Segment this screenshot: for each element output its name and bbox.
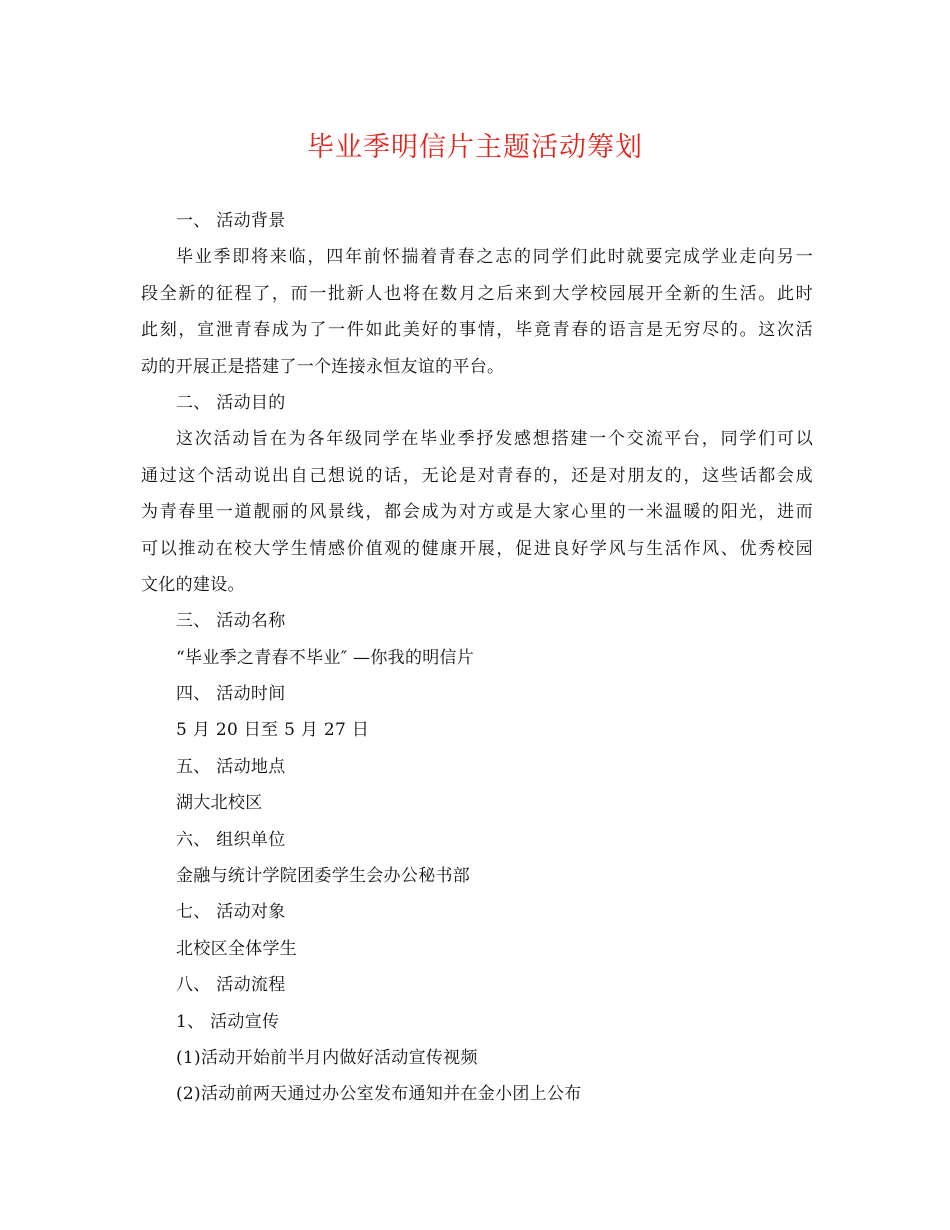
document-body [141,203,813,1113]
paragraph-line: 通过这个活动说出自己想说的话，无论是对青春的，还是对朋友的，这些话都会成 [141,465,813,486]
paragraph-line: 北校区全体学生 [176,938,298,959]
paragraph-line: 七、 活动对象 [176,902,286,923]
paragraph-line: 1、 活动宣传 [176,1011,280,1032]
paragraph-line: 为青春里一道靓丽的风景线，都会成为对方或是大家心里的一米温暖的阳光，进而 [141,502,813,523]
paragraph-line: 动的开展正是搭建了一个连接永恒友谊的平台。 [141,356,505,377]
paragraph-line: 六、 组织单位 [176,829,286,850]
paragraph-line: 5 月 20 日至 5 月 27 日 [176,720,370,741]
paragraph-line: 毕业季即将来临，四年前怀揣着青春之志的同学们此时就要完成学业走向另一 [176,247,813,268]
paragraph-line: “毕业季之青春不毕业″ —你我的明信片 [176,647,475,668]
paragraph-line: (1)活动开始前半月内做好活动宣传视频 [176,1047,478,1068]
paragraph-line: 这次活动旨在为各年级同学在毕业季抒发感想搭建一个交流平台，同学们可以 [176,429,813,450]
paragraph-line: 段全新的征程了，而一批新人也将在数月之后来到大学校园展开全新的生活。此时 [141,283,813,304]
paragraph-line: 湖大北校区 [176,793,263,814]
paragraph-line: (2)活动前两天通过办公室发布通知并在金小团上公布 [176,1084,582,1105]
paragraph-line: 八、 活动流程 [176,975,286,996]
paragraph-line: 文化的建设。 [141,574,245,595]
paragraph-line: 三、 活动名称 [176,611,286,632]
document-title: 毕业季明信片主题活动筹划 [307,132,643,163]
paragraph-line: 五、 活动地点 [176,756,286,777]
paragraph-line: 二、 活动目的 [176,392,286,413]
paragraph-line: 金融与统计学院团委学生会办公秘书部 [176,866,471,887]
paragraph-line: 可以推动在校大学生情感价值观的健康开展，促进良好学风与生活作风、优秀校园 [141,538,813,559]
paragraph-line: 四、 活动时间 [176,684,286,705]
paragraph-line: 此刻，宣泄青春成为了一件如此美好的事情，毕竟青春的语言是无穷尽的。这次活 [141,320,813,341]
paragraph-line: 一、 活动背景 [176,211,286,231]
